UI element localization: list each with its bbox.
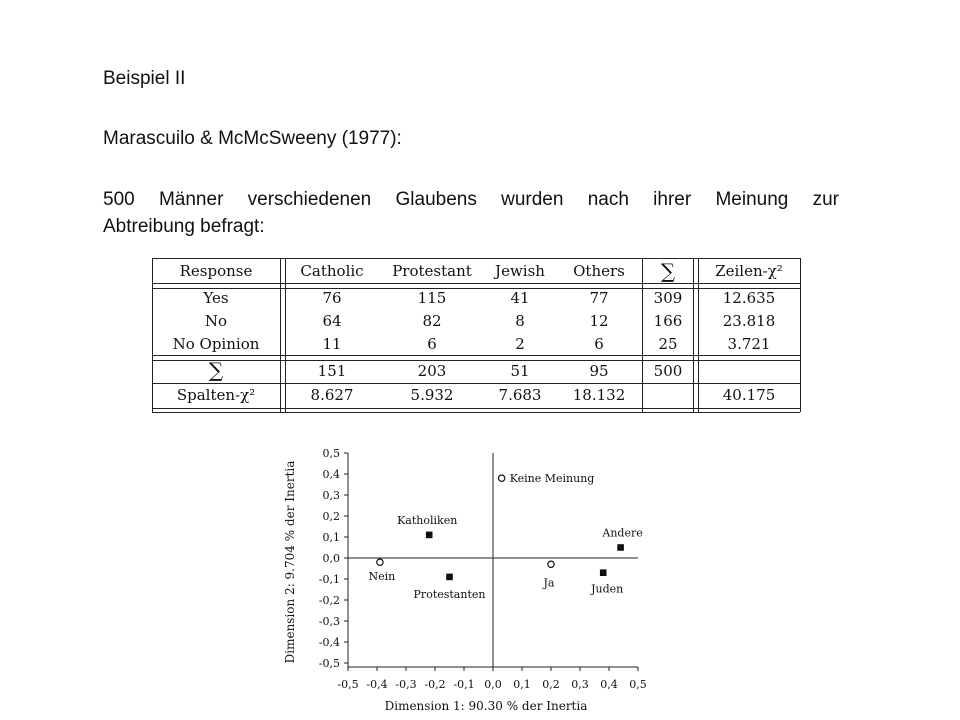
table-cell: 8 xyxy=(515,312,525,330)
table-cell: 64 xyxy=(322,312,342,330)
table-cell: 12 xyxy=(589,312,609,330)
table-chi-cell: 40.175 xyxy=(722,386,776,404)
y-tick-label: 0,4 xyxy=(322,468,340,481)
table-cell: 41 xyxy=(510,289,530,307)
table-cell: 76 xyxy=(322,289,342,307)
table-rule xyxy=(152,258,800,259)
table-rule xyxy=(152,408,800,409)
y-tick-label: 0,3 xyxy=(322,489,340,502)
y-tick-label: -0,3 xyxy=(318,615,340,628)
contingency-table xyxy=(152,256,800,412)
point-label-andere: Andere xyxy=(602,526,643,540)
point-label-nein: Nein xyxy=(368,570,396,584)
x-tick-label: -0,5 xyxy=(337,678,359,691)
table-cell: 82 xyxy=(422,312,442,330)
table-sum-cell: 500 xyxy=(653,362,683,380)
table-rule xyxy=(152,288,800,289)
table-sum-cell: 151 xyxy=(317,362,347,380)
table-rule xyxy=(285,258,286,412)
point-label-ja: Ja xyxy=(543,576,555,590)
table-header-cell: Protestant xyxy=(392,262,472,280)
table-header-cell: Catholic xyxy=(300,262,364,280)
point-keine-meinung xyxy=(499,475,505,481)
y-tick-label: 0,1 xyxy=(322,531,340,544)
y-tick-label: 0,5 xyxy=(322,447,340,460)
table-cell: 77 xyxy=(589,289,609,307)
table-chi-cell: 7.683 xyxy=(498,386,542,404)
point-label-protestanten: Protestanten xyxy=(413,587,486,601)
table-sum-cell: 51 xyxy=(510,362,530,380)
x-tick-label: 0,0 xyxy=(484,678,502,691)
table-rule xyxy=(152,258,153,412)
table-cell: 2 xyxy=(515,335,525,353)
x-axis-label: Dimension 1: 90.30 % der Inertia xyxy=(384,699,588,713)
table-cell: No xyxy=(204,312,228,330)
y-tick-label: -0,4 xyxy=(318,636,340,649)
table-rule xyxy=(693,258,694,412)
table-cell: 12.635 xyxy=(722,289,776,307)
description xyxy=(103,186,839,240)
table-rule xyxy=(800,258,801,412)
y-tick-label: -0,5 xyxy=(318,657,340,670)
table-rule xyxy=(280,258,281,412)
table-cell: 6 xyxy=(594,335,604,353)
table-rule xyxy=(698,258,699,412)
point-label-juden: Juden xyxy=(591,582,624,596)
table-chi-cell: 5.932 xyxy=(410,386,454,404)
table-chi-cell: 8.627 xyxy=(310,386,354,404)
table-sum-cell: ∑ xyxy=(208,358,224,382)
table-cell: 25 xyxy=(658,335,678,353)
table-cell: No Opinion xyxy=(172,335,260,353)
y-axis-label: Dimension 2: 9.704 % der Inertia xyxy=(283,460,297,664)
slide-heading: Beispiel II xyxy=(103,68,186,89)
table-chi-cell: Spalten-χ² xyxy=(176,386,256,404)
x-tick-label: -0,3 xyxy=(395,678,417,691)
table-rule xyxy=(152,360,800,361)
table-rule xyxy=(152,383,800,384)
table-cell: 11 xyxy=(322,335,342,353)
table-header-cell: ∑ xyxy=(660,259,676,283)
y-tick-label: -0,1 xyxy=(318,573,340,586)
table-cell: 23.818 xyxy=(722,312,776,330)
point-ja xyxy=(548,561,554,567)
x-tick-label: -0,1 xyxy=(453,678,475,691)
table-rule xyxy=(642,258,643,412)
point-protestanten xyxy=(446,574,453,581)
y-tick-label: 0,0 xyxy=(322,552,340,565)
description-line-2: Abtreibung befragt: xyxy=(103,216,265,237)
table-header-cell: Jewish xyxy=(495,262,545,280)
x-tick-label: 0,2 xyxy=(542,678,560,691)
point-label-keine-meinung: Keine Meinung xyxy=(509,472,595,486)
x-tick-label: 0,4 xyxy=(600,678,618,691)
point-juden xyxy=(600,569,607,576)
citation: Marascuilo & McMcSweeny (1977): xyxy=(103,128,402,149)
table-cell: 6 xyxy=(427,335,437,353)
point-label-katholiken: Katholiken xyxy=(397,513,458,527)
table-header-cell: Zeilen-χ² xyxy=(715,262,783,280)
x-tick-label: -0,4 xyxy=(366,678,388,691)
x-tick-label: -0,2 xyxy=(424,678,446,691)
table-chi-cell: 18.132 xyxy=(572,386,626,404)
table-cell: Yes xyxy=(203,289,229,307)
table-rule xyxy=(152,355,800,356)
y-tick-label: 0,2 xyxy=(322,510,340,523)
table-cell: 3.721 xyxy=(727,335,771,353)
table-header-cell: Others xyxy=(573,262,625,280)
table-rule xyxy=(152,283,800,284)
point-katholiken xyxy=(426,532,433,539)
point-andere xyxy=(617,544,624,551)
table-header-cell: Response xyxy=(179,262,253,280)
table-cell: 115 xyxy=(417,289,447,307)
description-line-1: 500 Männer verschiedenen Glaubens wurden nach ihrer Meinung zur xyxy=(103,189,839,210)
table-rule xyxy=(152,412,800,413)
point-nein xyxy=(377,559,383,565)
correspondence-plot xyxy=(278,440,648,715)
table-cell: 166 xyxy=(653,312,683,330)
table-sum-cell: 203 xyxy=(417,362,447,380)
x-tick-label: 0,3 xyxy=(571,678,589,691)
table-sum-cell: 95 xyxy=(589,362,609,380)
x-tick-label: 0,5 xyxy=(629,678,647,691)
table-cell: 309 xyxy=(653,289,683,307)
y-tick-label: -0,2 xyxy=(318,594,340,607)
x-tick-label: 0,1 xyxy=(513,678,531,691)
